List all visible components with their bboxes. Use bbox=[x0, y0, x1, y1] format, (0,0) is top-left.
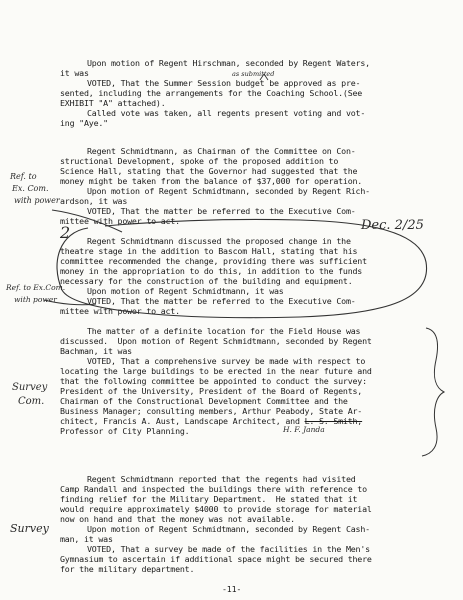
text-line: Gymnasium to ascertain if additional space might be secured there bbox=[60, 554, 372, 564]
text-line: VOTED, That the Summer Session budget be approved as pre- bbox=[87, 78, 361, 88]
text-line: ing "Aye." bbox=[60, 118, 108, 128]
margin-note-survey: Survey bbox=[10, 522, 49, 535]
margin-note-line: Ref. to bbox=[10, 172, 37, 181]
handwritten-name-insert: H. F. Janda bbox=[283, 425, 325, 434]
text-line: Upon motion of Regent Hirschman, seconded by Regent Waters, bbox=[87, 58, 370, 68]
text-line: Called vote was taken, all regents present voting and vot- bbox=[87, 108, 366, 118]
text-line: for the military department. bbox=[60, 564, 195, 574]
margin-note-line: Ex. Com. bbox=[12, 184, 49, 193]
text-line: money might be taken from the balance of $37,000 for operation. bbox=[60, 176, 363, 186]
text-line: Camp Randall and inspected the buildings there with reference to bbox=[60, 484, 367, 494]
text-line: Chairman of the Constructional Development Committee and the bbox=[60, 396, 348, 406]
text-line: theatre stage in the addition to Bascom Hall, stating that his bbox=[60, 246, 358, 256]
text-line: Upon motion of Regent Schmidtmann, seconded by Regent Cash- bbox=[87, 524, 370, 534]
text-line: would require approximately $4000 to provide storage for material bbox=[60, 504, 372, 514]
text-line: Upon motion of Regent Schmidtmann, seconded by Regent Rich- bbox=[87, 186, 370, 196]
text-line: sented, including the arrangements for the Coaching School.(See bbox=[60, 88, 363, 98]
page-number: -11- bbox=[222, 584, 242, 594]
handwritten-date: Dec. 2/25 bbox=[361, 218, 424, 233]
text-line: discussed. Upon motion of Regent Schmidtmann, seconded by Regent bbox=[60, 336, 372, 346]
text-line: The matter of a definite location for the Field House was bbox=[87, 326, 361, 336]
text-line: President of the University, President of the Board of Regents, bbox=[60, 386, 363, 396]
text-line: Regent Schmidtmann reported that the regents had visited bbox=[87, 474, 356, 484]
text-line: EXHIBIT "A" attached). bbox=[60, 98, 166, 108]
text-line: Regent Schmidtmann, as Chairman of the Committee on Con- bbox=[87, 146, 356, 156]
text-segment: chitect, Francis A. Aust, Landscape Architect, and bbox=[60, 416, 305, 426]
text-line: structional Development, spoke of the proposed addition to bbox=[60, 156, 339, 166]
margin-note-line: Ref. to Ex.Com. bbox=[6, 283, 66, 292]
text-line: now on hand and that the money was not available. bbox=[60, 514, 295, 524]
text-line: money in the appropriation to do this, in addition to the funds bbox=[60, 266, 363, 276]
margin-note-line: Com. bbox=[18, 396, 45, 407]
text-line: man, it was bbox=[60, 534, 113, 544]
handwritten-insert: as submitted bbox=[232, 70, 275, 78]
text-line: ardson, it was bbox=[60, 196, 128, 206]
text-line: Business Manager; consulting members, Arthur Peabody, State Ar- bbox=[60, 406, 363, 416]
text-line: committee recommended the change, providing there was sufficient bbox=[60, 256, 367, 266]
text-line: it was bbox=[60, 68, 89, 78]
caret-mark bbox=[260, 74, 268, 80]
text-line: Professor of City Planning. bbox=[60, 426, 190, 436]
text-line: Regent Schmidtmann discussed the proposed change in the bbox=[87, 236, 351, 246]
circled-item-number: 2 bbox=[60, 223, 71, 242]
margin-note-line: with power bbox=[14, 295, 57, 304]
text-line: Upon motion of Regent Schmidtmann, it was bbox=[87, 286, 284, 296]
bracket-mark bbox=[422, 328, 444, 456]
circle-annotation bbox=[57, 219, 427, 317]
text-line: VOTED, That a survey be made of the facilities in the Men's bbox=[87, 544, 370, 554]
text-line: VOTED, That a comprehensive survey be made with respect to bbox=[87, 356, 366, 366]
text-line: VOTED, That the matter be referred to the Executive Com- bbox=[87, 206, 356, 216]
struck-name: L. S. Smith, bbox=[304, 416, 363, 426]
text-line: locating the large buildings to be erected in the near future and bbox=[60, 366, 372, 376]
text-line: that the following committee be appointed to conduct the survey: bbox=[60, 376, 367, 386]
text-line: mittee with power to act. bbox=[60, 216, 180, 226]
text-line: Science Hall, stating that the Governor had suggested that the bbox=[60, 166, 358, 176]
text-line: finding relief for the Military Department. He stated that it bbox=[60, 494, 358, 504]
text-line: necessary for the construction of the building and equipment. bbox=[60, 276, 353, 286]
text-line: Bachman, it was bbox=[60, 346, 132, 356]
text-line: mittee with power to act. bbox=[60, 306, 180, 316]
margin-note-line: Survey bbox=[12, 382, 48, 393]
margin-note-line: with power bbox=[14, 196, 60, 205]
text-line: VOTED, That the matter be referred to the Executive Com- bbox=[87, 296, 356, 306]
